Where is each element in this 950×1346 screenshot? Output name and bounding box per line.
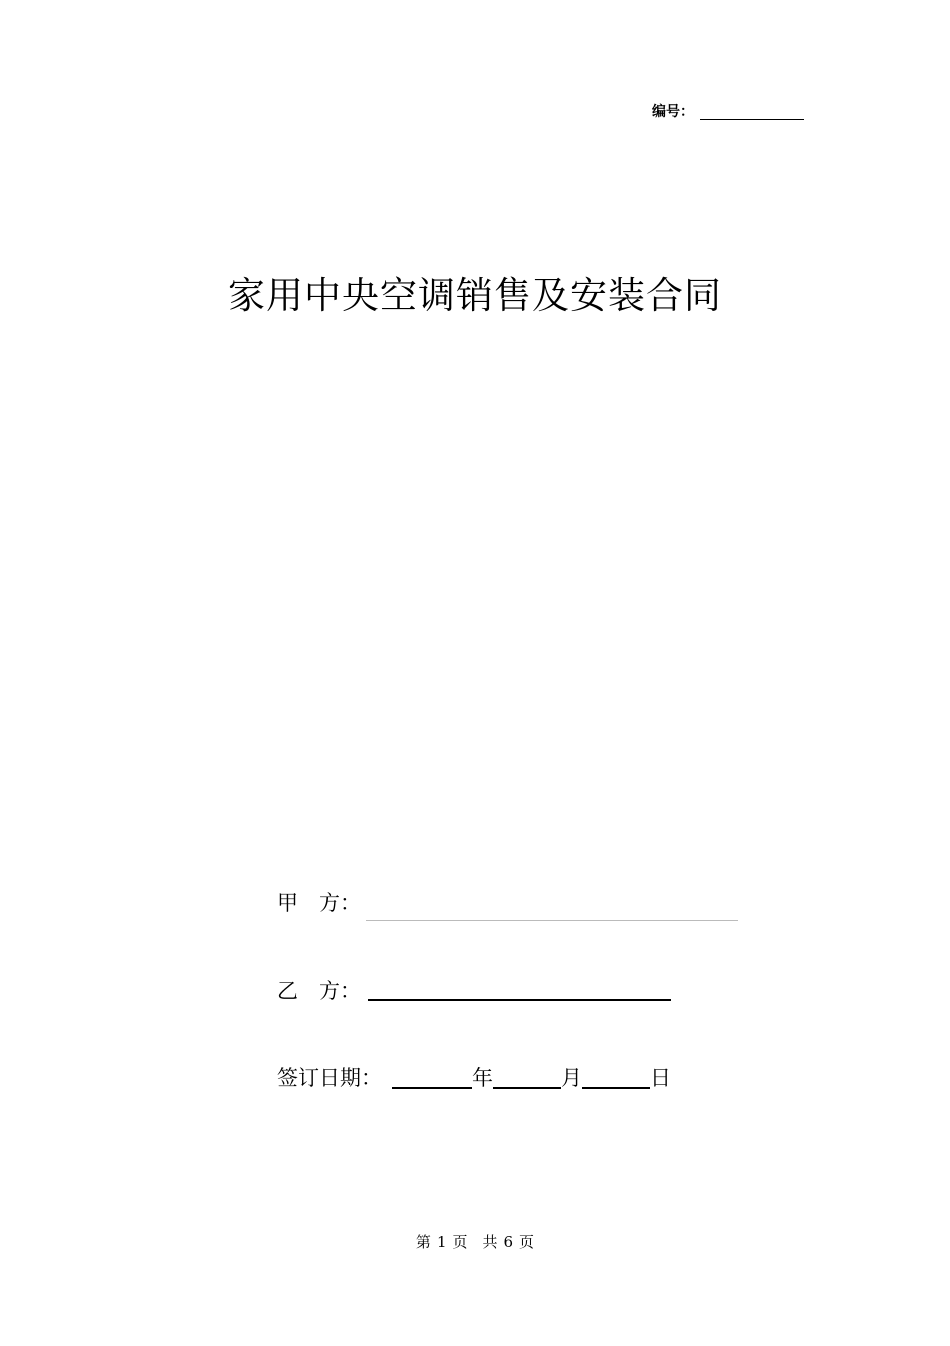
page-suffix: 页 (519, 1233, 535, 1251)
signing-date-label: 签订日期： (277, 1066, 382, 1090)
day-blank (582, 1067, 650, 1089)
party-b-label: 乙 方： (277, 979, 361, 1003)
party-a-blank (366, 920, 738, 921)
party-b-blank (368, 999, 671, 1001)
page-total: 6 (503, 1233, 514, 1251)
year-blank (392, 1067, 472, 1089)
month-label: 月 (561, 1066, 582, 1090)
page-current: 1 (436, 1233, 447, 1251)
document-title: 家用中央空调销售及安装合同 (228, 274, 722, 317)
day-label: 日 (650, 1066, 671, 1090)
page-number-footer (0, 1232, 950, 1252)
page-prefix: 第 (415, 1233, 431, 1251)
page-middle: 页 共 (452, 1233, 498, 1251)
year-label: 年 (472, 1066, 493, 1090)
serial-number-label: 编号： (652, 104, 694, 120)
signing-date-row (277, 1064, 671, 1092)
party-a-label: 甲 方： (277, 891, 361, 915)
month-blank (493, 1067, 561, 1089)
serial-number-blank (700, 119, 804, 120)
